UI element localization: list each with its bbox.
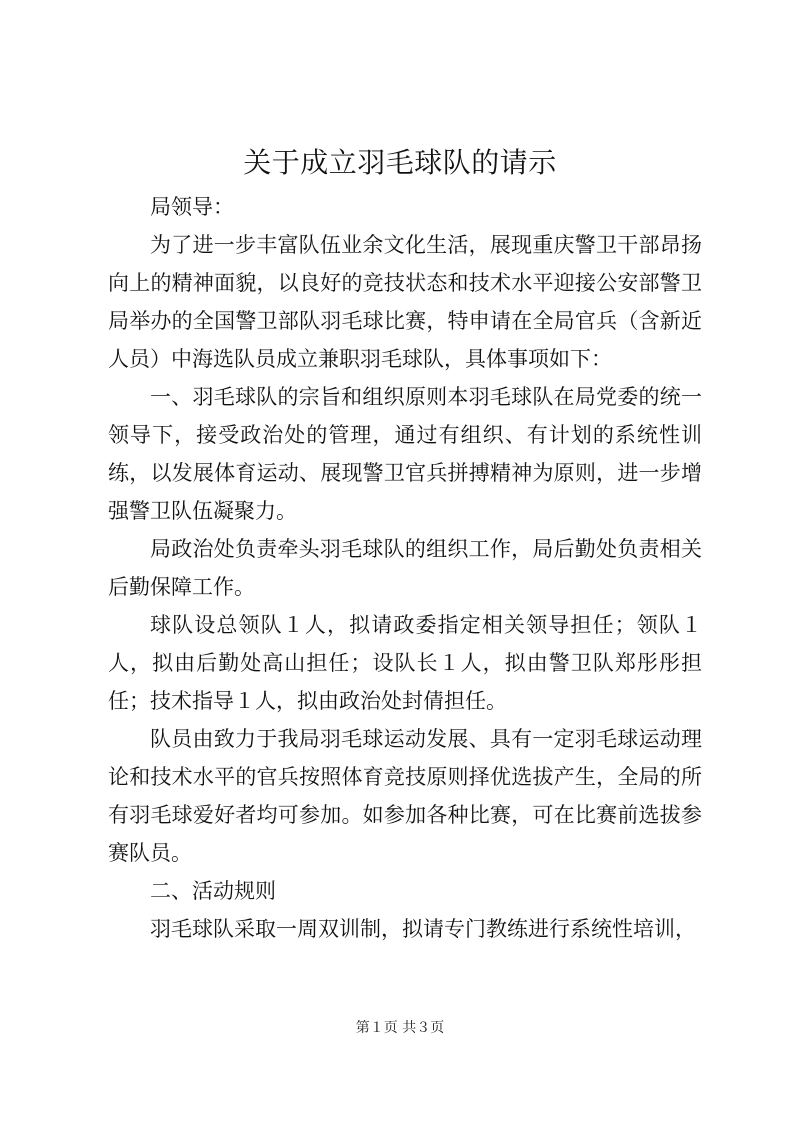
- paragraph-intro: 为了进一步丰富队伍业余文化生活，展现重庆警卫干部昂扬向上的精神面貌，以良好的竞技状态和技术水平迎接公安部警卫局举办的全国警卫部队羽毛球比赛，特申请在全局官兵（含新近人员）中海选队员成立兼职羽毛球队，具体事项如下：: [108, 233, 702, 371]
- salutation: 局领导：: [150, 195, 234, 219]
- paragraph-organization: 局政治处负责牵头羽毛球队的组织工作，局后勤处负责相关后勤保障工作。: [108, 537, 702, 599]
- paragraph-leadership: 球队设总领队１人，拟请政委指定相关领导担任；领队１人，拟由后勤处高山担任；设队长１人，拟由警卫队郑彤彤担任；技术指导１人，拟由政治处封倩担任。: [108, 613, 702, 713]
- document-title: 关于成立羽毛球队的请示: [243, 146, 557, 179]
- document-body: [108, 188, 702, 948]
- page-footer: 第１页 共３页: [355, 1020, 445, 1036]
- paragraph-training: 羽毛球队采取一周双训制，拟请专门教练进行系统性培训，: [150, 917, 696, 941]
- paragraph-purpose-principles: 一、羽毛球队的宗旨和组织原则本羽毛球队在局党委的统一领导下，接受政治处的管理，通过有组织、有计划的系统性训练，以发展体育运动、展现警卫官兵拼搏精神为原则，进一步增强警卫队伍凝聚力。: [108, 385, 702, 523]
- section-heading-activity-rules: 二、活动规则: [150, 879, 276, 903]
- paragraph-members: 队员由致力于我局羽毛球运动发展、具有一定羽毛球运动理论和技术水平的官兵按照体育竞技原则择优选拔产生，全局的所有羽毛球爱好者均可参加。如参加各种比赛，可在比赛前选拔参赛队员。: [108, 727, 702, 865]
